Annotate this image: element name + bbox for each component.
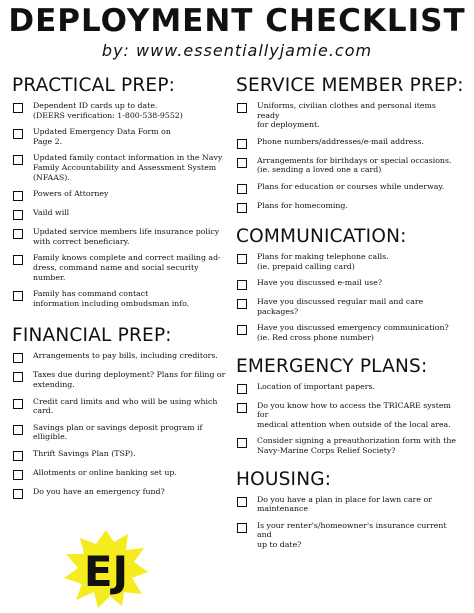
checkbox[interactable] [237,299,247,309]
section-financial-prep [12,324,234,499]
logo-text: EJ [83,547,129,596]
item-text: Do you know how to access the TRICARE system for medical attention when outside of the local area. [257,400,451,429]
checklist-item [236,495,458,514]
checklist-item [236,436,458,455]
section-heading: SERVICE MEMBER PREP: [236,75,464,96]
checkbox[interactable] [13,191,23,201]
ej-logo [62,528,150,608]
checklist-item [12,370,234,389]
checklist-item [236,156,458,175]
checkbox[interactable] [13,155,23,165]
checklist [236,252,458,343]
right-column [236,74,464,556]
checkbox[interactable] [237,523,247,533]
section-heading: EMERGENCY PLANS: [236,355,428,377]
checkbox[interactable] [13,399,23,409]
checkbox[interactable] [13,372,23,382]
item-text: Plans for education or courses while underway. [257,181,445,191]
item-text: Powers of Attorney [33,189,109,199]
checkbox[interactable] [237,438,247,448]
checklist-item [12,101,234,120]
checklist-item [12,397,234,416]
section-heading: HOUSING: [236,468,332,490]
checkbox[interactable] [237,203,247,213]
checkbox[interactable] [237,497,247,507]
item-text: Updated Emergency Data Form on Page 2. [33,127,171,146]
checklist-item [12,153,234,182]
checkbox[interactable] [237,403,247,413]
checkbox[interactable] [13,229,23,239]
checkbox[interactable] [13,451,23,461]
checklist-item [12,423,234,442]
checkbox[interactable] [237,280,247,290]
item-text: Plans for homecoming. [257,200,348,210]
item-text: Uniforms, civilian clothes and personal items ready for deployment. [257,101,436,130]
item-text: Allotments or online banking set up. [33,467,177,477]
item-text: Phone numbers/addresses/e-mail address. [257,136,424,146]
item-text: Is your renter's/homeowner's insurance current and up to date? [257,520,447,549]
checklist-item [12,289,234,308]
item-text: Arrangements to pay bills, including creditors. [33,351,218,361]
checklist-item [12,208,234,220]
item-text: Dependent ID cards up to date. (DEERS verification: 1-800-538-9552) [33,101,183,120]
section-emergency-plans [236,355,458,456]
checklist-item [236,182,458,194]
section-heading: COMMUNICATION: [236,225,407,247]
section-heading: FINANCIAL PREP: [12,325,172,347]
checklist [12,101,234,308]
checklist-item [12,449,234,461]
checkbox[interactable] [13,291,23,301]
item-text: Updated family contact information in the Navy Family Accountability and Assessment System (NFAAS). [33,153,223,182]
checkbox[interactable] [13,470,23,480]
section-housing [236,468,458,550]
checkbox[interactable] [13,489,23,499]
checklist-item [236,382,458,394]
checklist-item [236,323,458,342]
item-text: Do you have a plan in place for lawn care or maintenance [257,494,432,514]
checkbox[interactable] [237,184,247,194]
item-text: Plans for making telephone calls. (ie. prepaid calling card) [257,251,389,271]
checklist-item [12,351,234,363]
checklist-item [236,297,458,316]
checkbox[interactable] [13,129,23,139]
checkbox[interactable] [13,425,23,435]
item-text: Taxes due during deployment? Plans for filing or extending. [33,370,226,389]
checkbox[interactable] [13,353,23,363]
checkbox[interactable] [13,210,23,220]
checklist-item [12,487,234,499]
checkbox[interactable] [237,254,247,264]
item-text: Have you discussed regular mail and care packages? [257,297,424,316]
item-text: Thrift Savings Plan (TSP). [33,448,136,458]
item-text: Location of important papers. [257,381,375,391]
checklist-item [12,253,234,282]
item-text: Credit card limits and who will be using which card. [33,396,218,416]
checkbox[interactable] [237,384,247,394]
item-text: Consider signing a preauthorization form with the Navy-Marine Corps Relief Society? [257,436,457,455]
checklist-item [236,278,458,290]
checkbox[interactable] [13,103,23,113]
section-heading: PRACTICAL PREP: [12,75,176,96]
section-service-member-prep [236,74,464,213]
item-text: Family has command contact information including ombudsman info. [33,289,190,308]
item-text: Updated service members life insurance policy with correct beneficiary. [33,227,220,246]
checklist [12,351,234,499]
item-text: Do you have an emergency fund? [33,486,165,496]
item-text: Family knows complete and correct mailing ad- dress, command name and social security number. [33,253,221,282]
checklist-item [236,137,458,149]
section-communication [236,225,458,343]
checklist-item [236,521,458,550]
checklist-item [12,189,234,201]
checklist-item [236,201,458,213]
checkbox[interactable] [13,255,23,265]
checkbox[interactable] [237,158,247,168]
item-text: Savings plan or savings deposit program if elligible. [33,422,203,442]
checklist [236,495,458,550]
checklist-item [236,252,458,271]
checklist-item [12,468,234,480]
left-column [12,74,234,506]
checkbox[interactable] [237,325,247,335]
item-text: Have you discussed emergency communication? (ie. Red cross phone number) [257,323,449,342]
item-text: Vaild will [33,208,70,218]
checklist-item [236,401,458,430]
checkbox[interactable] [237,103,247,113]
checklist-item [12,127,234,146]
section-practical-prep [12,74,234,308]
checklist [236,382,458,456]
page-title: DEPLOYMENT CHECKLIST [8,3,466,39]
checklist-item [236,101,458,130]
byline: by: www.essentiallyjamie.com [101,41,373,60]
checkbox[interactable] [237,139,247,149]
item-text: Have you discussed e-mail use? [257,278,383,288]
checklist-item [12,227,234,246]
checklist [236,101,458,213]
item-text: Arrangements for birthdays or special occasions. (ie. sending a loved one a card) [257,155,452,175]
